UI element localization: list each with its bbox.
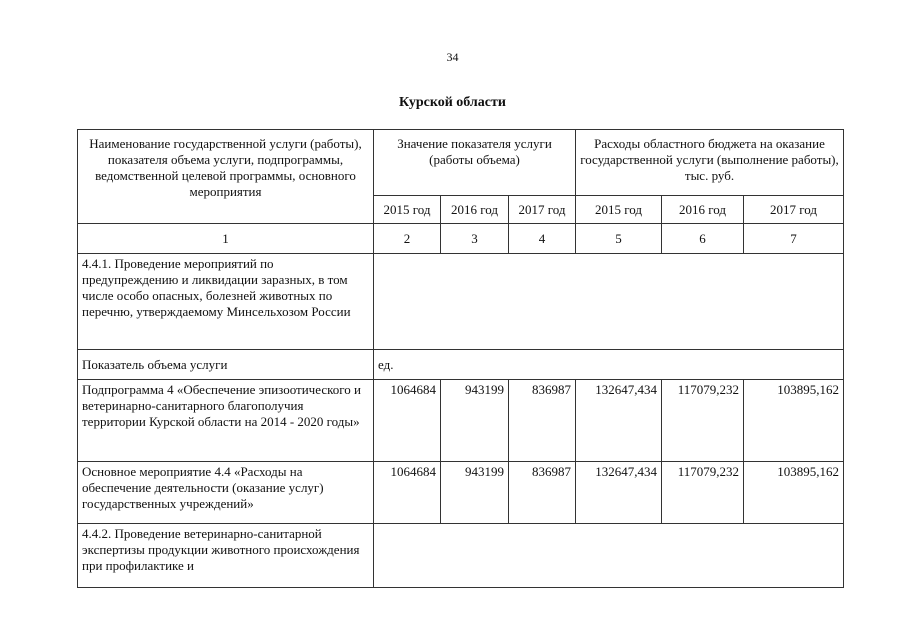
value-cell: 943199 <box>441 462 509 524</box>
header-year-cell: 2015 год <box>576 196 662 224</box>
document-title: Курской области <box>399 95 506 110</box>
row-name: Подпрограмма 4 «Обеспечение эпизоотического и ветеринарно-санитарного благополучия территории Курской области на 2014 - 2020 годы» <box>78 380 374 462</box>
table-row <box>78 350 844 380</box>
column-number: 3 <box>441 224 509 254</box>
column-number: 5 <box>576 224 662 254</box>
header-name-cell: Наименование государственной услуги (работы), показателя объема услуги, подпрограммы, ведомственной целевой программы, основного мероприятия <box>78 130 374 224</box>
header-year-cell: 2016 год <box>662 196 744 224</box>
value-cell: 103895,162 <box>744 462 844 524</box>
column-number: 4 <box>509 224 576 254</box>
column-number-row <box>78 224 844 254</box>
value-cell: 1064684 <box>374 462 441 524</box>
value-cell: 836987 <box>509 380 576 462</box>
table-row <box>78 524 844 588</box>
header-row-groups <box>78 130 844 196</box>
empty-cell <box>374 254 844 350</box>
row-name: Основное мероприятие 4.4 «Расходы на обеспечение деятельности (оказание услуг) государственных учреждений» <box>78 462 374 524</box>
header-value-group: Значение показателя услуги (работы объема) <box>374 130 576 196</box>
column-number: 7 <box>744 224 844 254</box>
row-name: Показатель объема услуги <box>78 350 374 380</box>
value-cell: 117079,232 <box>662 462 744 524</box>
value-cell: 117079,232 <box>662 380 744 462</box>
budget-table <box>77 129 844 588</box>
header-year-cell: 2016 год <box>441 196 509 224</box>
value-cell: 132647,434 <box>576 380 662 462</box>
table-row <box>78 462 844 524</box>
header-budget-group: Расходы областного бюджета на оказание государственной услуги (выполнение работы), тыс. руб. <box>576 130 844 196</box>
page-number: 34 <box>446 50 459 64</box>
value-cell: 836987 <box>509 462 576 524</box>
empty-cell <box>374 524 844 588</box>
table-row <box>78 380 844 462</box>
table-row <box>78 254 844 350</box>
column-number: 6 <box>662 224 744 254</box>
unit-cell: ед. <box>374 350 844 380</box>
value-cell: 1064684 <box>374 380 441 462</box>
value-cell: 132647,434 <box>576 462 662 524</box>
row-name: 4.4.1. Проведение мероприятий по предупреждению и ликвидации заразных, в том числе особо опасных, болезней животных по перечню, утверждаемому Минсельхозом России <box>78 254 374 350</box>
row-name: 4.4.2. Проведение ветеринарно-санитарной экспертизы продукции животного происхождения при профилактике и <box>78 524 374 588</box>
header-year-cell: 2015 год <box>374 196 441 224</box>
value-cell: 103895,162 <box>744 380 844 462</box>
header-year-cell: 2017 год <box>509 196 576 224</box>
column-number: 2 <box>374 224 441 254</box>
column-number: 1 <box>78 224 374 254</box>
header-year-cell: 2017 год <box>744 196 844 224</box>
value-cell: 943199 <box>441 380 509 462</box>
